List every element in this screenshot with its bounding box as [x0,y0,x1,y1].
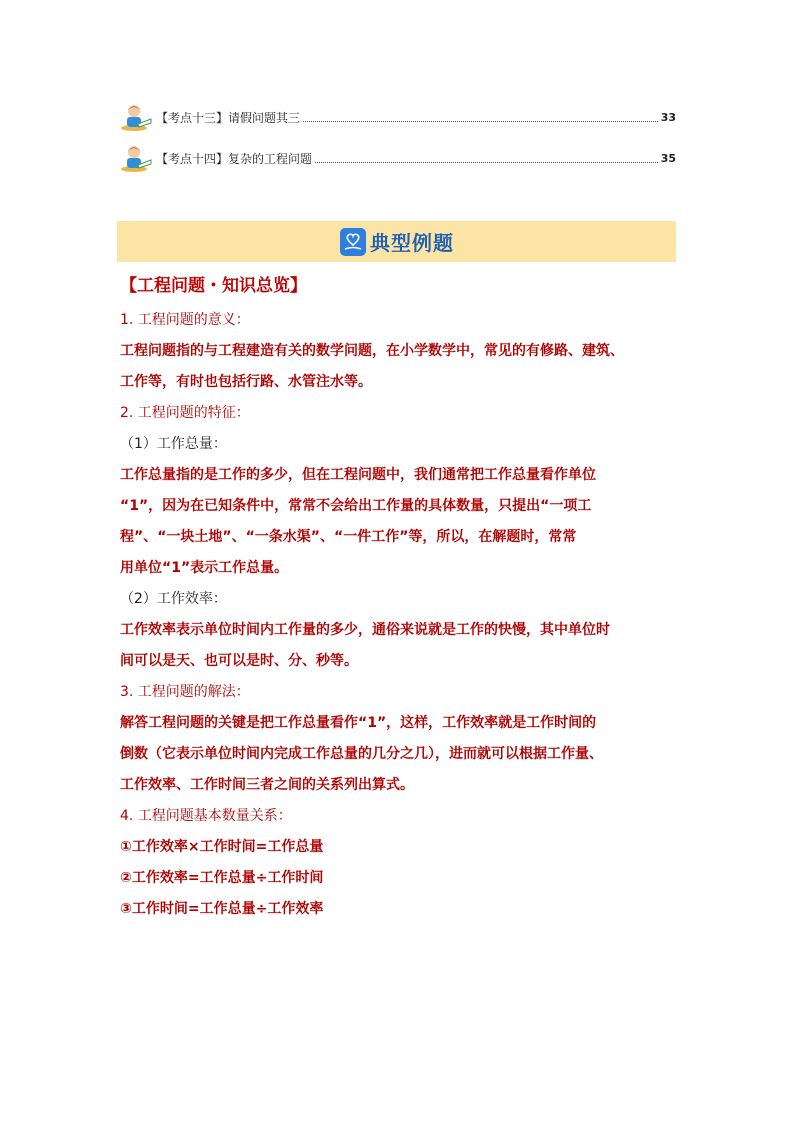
formula-line: ③工作时间=工作总量÷工作效率 [120,901,324,917]
section-banner [117,221,676,262]
heart-badge-icon [339,227,367,257]
banner-title: 典型例题 [370,231,454,255]
student-reading-icon [120,102,154,132]
paragraph-line: 倒数（它表示单位时间内完成工作总量的几分之几），进而就可以根据工作量、 [120,746,603,762]
paragraph-line: 工作等，有时也包括行路、水管注水等。 [120,374,372,390]
subheading-total-work: （1）工作总量： [120,436,227,452]
toc-item-14[interactable] [120,143,676,173]
toc-leader [315,162,658,163]
toc-label: 【考点十三】请假问题其三 [156,110,301,125]
toc-leader [303,121,658,122]
heading-solution: 3. 工程问题的解法： [120,684,250,700]
toc-label: 【考点十四】复杂的工程问题 [156,151,313,166]
heading-relations: 4. 工程问题基本数量关系： [120,808,292,824]
heading-features: 2. 工程问题的特征： [120,405,250,421]
subheading-efficiency: （2）工作效率： [120,591,227,607]
toc-page-number: 35 [660,151,676,165]
paragraph-line: “1”，因为在已知条件中，常常不会给出工作量的具体数量，只提出“一项工 [120,498,592,514]
toc-page-number: 33 [660,110,676,124]
formula-line: ①工作效率×工作时间=工作总量 [120,839,324,855]
paragraph-line: 工作效率表示单位时间内工作量的多少，通俗来说就是工作的快慢，其中单位时 [120,622,610,638]
paragraph-line: 程”、“一块土地”、“一条水渠”、“一件工作”等，所以，在解题时，常常 [120,529,577,545]
section-title: 【工程问题・知识总览】 [120,276,307,296]
paragraph-line: 工作总量指的是工作的多少，但在工程问题中，我们通常把工作总量看作单位 [120,467,596,483]
heading-meaning: 1. 工程问题的意义： [120,312,250,328]
paragraph-line: 工程问题指的与工程建造有关的数学问题，在小学数学中，常见的有修路、建筑、 [120,343,624,359]
student-reading-icon [120,143,154,173]
paragraph-line: 用单位“1”表示工作总量。 [120,560,289,576]
paragraph-line: 间可以是天、也可以是时、分、秒等。 [120,653,358,669]
formula-line: ②工作效率=工作总量÷工作时间 [120,870,324,886]
paragraph-line: 解答工程问题的关键是把工作总量看作“1”，这样，工作效率就是工作时间的 [120,715,597,731]
toc-item-13[interactable] [120,102,676,132]
paragraph-line: 工作效率、工作时间三者之间的关系列出算式。 [120,777,414,793]
